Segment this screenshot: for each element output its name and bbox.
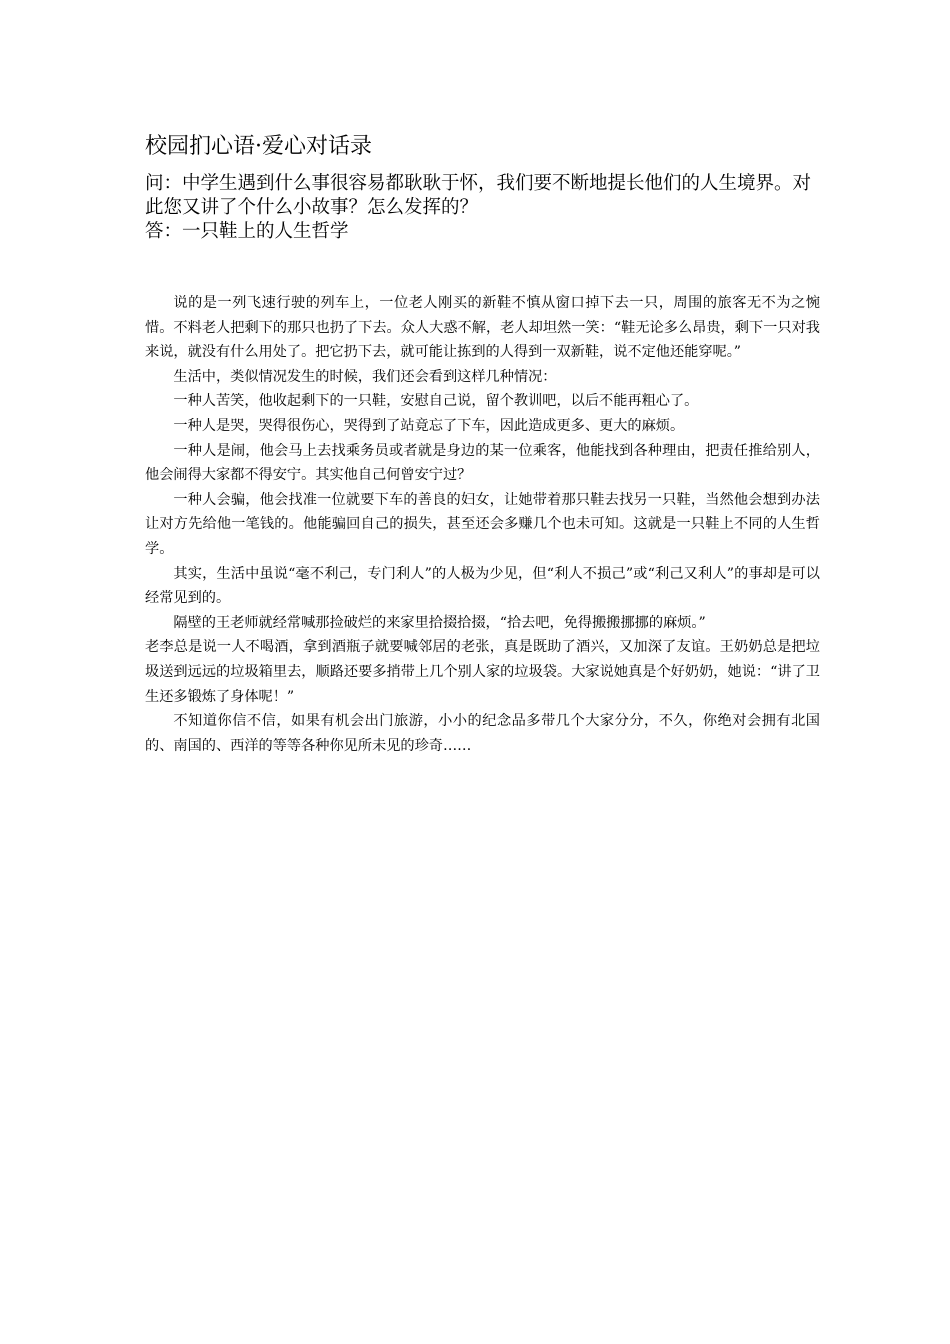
paragraph: 一种人会骗，他会找准一位就要下车的善良的妇女，让她带着那只鞋去找另一只鞋，当然他会想到办法让对方先给他一笔钱的。他能骗回自己的损失，甚至还会多赚几个也未可知。这就是一只鞋上不同的人生哲学。 — [145, 491, 820, 557]
question-text: 问：中学生遇到什么事很容易都耿耿于怀，我们要不断地提长他们的人生境界。对此您又讲了个什么小故事？怎么发挥的？ — [145, 173, 812, 218]
paragraph: 隔壁的王老师就经常喊那捡破烂的来家里拾掇拾掇，“拾去吧，免得搬搬挪挪的麻烦。” — [173, 614, 706, 631]
document-title: 校园扪心语·爱心对话录 — [145, 134, 372, 159]
paragraph: 一种人苦笑，他收起剩下的一只鞋，安慰自己说，留个教训吧，以后不能再粗心了。 — [173, 393, 699, 410]
article-body — [145, 291, 820, 758]
paragraph: 生活中，类似情况发生的时候，我们还会看到这样几种情况： — [173, 368, 557, 385]
answer-text: 答：一只鞋上的人生哲学 — [145, 221, 349, 242]
document-page — [145, 132, 820, 758]
paragraph: 老李总是说一人不喝酒，拿到酒瓶子就要喊邻居的老张，真是既助了酒兴，又加深了友谊。王奶奶总是把垃圾送到远远的垃圾箱里去，顺路还要多捎带上几个别人家的垃圾袋。大家说她真是个好奶奶，她说：“讲了卫生还多锻炼了身体呢！” — [145, 639, 820, 705]
paragraph: 一种人是闹，他会马上去找乘务员或者就是身边的某一位乘客，他能找到各种理由，把责任推给别人，他会闹得大家都不得安宁。其实他自己何曾安宁过？ — [145, 442, 820, 484]
paragraph: 不知道你信不信，如果有机会出门旅游，小小的纪念品多带几个大家分分，不久，你绝对会拥有北国的、南国的、西洋的等等各种你见所未见的珍奇…… — [145, 713, 820, 754]
paragraph: 一种人是哭，哭得很伤心，哭得到了站竟忘了下车，因此造成更多、更大的麻烦。 — [173, 417, 685, 434]
paragraph: 其实，生活中虽说“毫不利己，专门利人”的人极为少见，但“利人不损己”或“利己又利人”的事却是可以经常见到的。 — [145, 565, 820, 607]
paragraph: 说的是一列飞速行驶的列车上，一位老人刚买的新鞋不慎从窗口掉下去一只，周围的旅客无不为之惋惜。不料老人把剩下的那只也扔了下去。众人大惑不解，老人却坦然一笑：“鞋无论多么昂贵，剩下一只对我来说，就没有什么用处了。把它扔下去，就可能让拣到的人得到一双新鞋，说不定他还能穿呢。” — [145, 295, 820, 361]
